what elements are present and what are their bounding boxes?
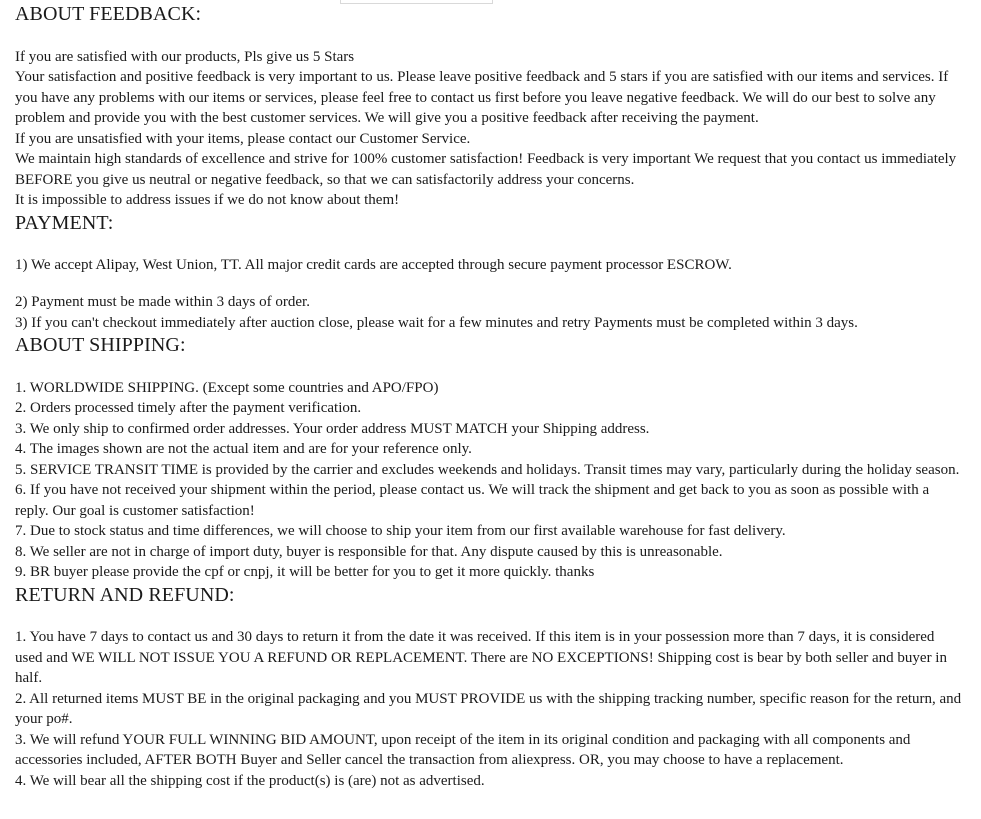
refund-line: 1. You have 7 days to contact us and 30 days to return it from the date it was received. If this item is in your possession more than 7 days, it is considered used and WE WILL NOT ISSUE YOU A REFUND OR REPLACEMENT. There are NO EXCEPTIONS! Shipping cost is bear by both seller and buyer in half. — [15, 629, 947, 686]
refund-line: 4. We will bear all the shipping cost if the product(s) is (are) not as advertised. — [15, 772, 485, 789]
spacer — [15, 607, 965, 628]
shipping-line: 5. SERVICE TRANSIT TIME is provided by the carrier and excludes weekends and holidays. Transit times may vary, particularly during the holiday season. — [15, 461, 960, 478]
feedback-line: If you are unsatisfied with your items, please contact our Customer Service. — [15, 130, 471, 147]
refund-line: 3. We will refund YOUR FULL WINNING BID AMOUNT, upon receipt of the item in its original condition and packaging with all components and accessories included, AFTER BOTH Buyer and Seller cancel the transaction from aliexpress. OR, you may choose to have a replacement. — [15, 731, 911, 768]
feedback-line: It is impossible to address issues if we do not know about them! — [15, 192, 400, 208]
shipping-line: 6. If you have not received your shipment within the period, please contact us. We will track the shipment and get back to you as soon as possible with a reply. Our goal is customer satisfaction! — [15, 482, 930, 519]
refund-line: 2. All returned items MUST BE in the original packaging and you MUST PROVIDE us with the shipping tracking number, specific reason for the return, and your po#. — [15, 690, 962, 727]
spacer — [15, 235, 965, 256]
shipping-line: 3. We only ship to confirmed order addresses. Your order address MUST MATCH your Shipping address. — [15, 420, 650, 437]
shipping-line: 8. We seller are not in charge of import duty, buyer is responsible for that. Any dispute caused by this is unreasonable. — [15, 543, 723, 560]
spacer — [15, 26, 965, 47]
shipping-heading: ABOUT SHIPPING: — [15, 334, 186, 356]
spacer — [15, 276, 965, 293]
shipping-line: 2. Orders processed timely after the payment verification. — [15, 400, 362, 416]
feedback-line: We maintain high standards of excellence and strive for 100% customer satisfaction! Feedback is very important We request that you contact us immediately BEFORE you give us neutral or negative feedback, so that we can satisfactorily address your concerns. — [15, 151, 957, 188]
shipping-line: 4. The images shown are not the actual item and are for your reference only. — [15, 441, 472, 457]
feedback-line: If you are satisfied with our products, Pls give us 5 Stars — [15, 48, 355, 65]
refund-heading: RETURN AND REFUND: — [15, 583, 235, 606]
policy-document — [15, 2, 965, 791]
shipping-line: 9. BR buyer please provide the cpf or cnpj, it will be better for you to get it more quickly. thanks — [15, 564, 595, 580]
feedback-heading: ABOUT FEEDBACK: — [15, 3, 202, 25]
payment-line: 3) If you can't checkout immediately after auction close, please wait for a few minutes and retry Payments must be completed within 3 days. — [15, 314, 858, 331]
spacer — [15, 357, 965, 378]
shipping-line: 7. Due to stock status and time differences, we will choose to ship your item from our first available warehouse for fast delivery. — [15, 523, 786, 539]
shipping-line: 1. WORLDWIDE SHIPPING. (Except some countries and APO/FPO) — [15, 379, 439, 396]
payment-line: 2) Payment must be made within 3 days of order. — [15, 294, 310, 310]
payment-line: 1) We accept Alipay, West Union, TT. All major credit cards are accepted through secure payment processor ESCROW. — [15, 257, 732, 273]
payment-heading: PAYMENT: — [15, 211, 114, 234]
feedback-line: Your satisfaction and positive feedback is very important to us. Please leave positive feedback and 5 stars if you are satisfied with our items and services. If you have any problems with our items or services, please feel free to contact us first before you leave negative feedback. We will do our best to solve any problem and provide you with the best customer services. We will give you a positive feedback after receiving the payment. — [15, 69, 949, 126]
